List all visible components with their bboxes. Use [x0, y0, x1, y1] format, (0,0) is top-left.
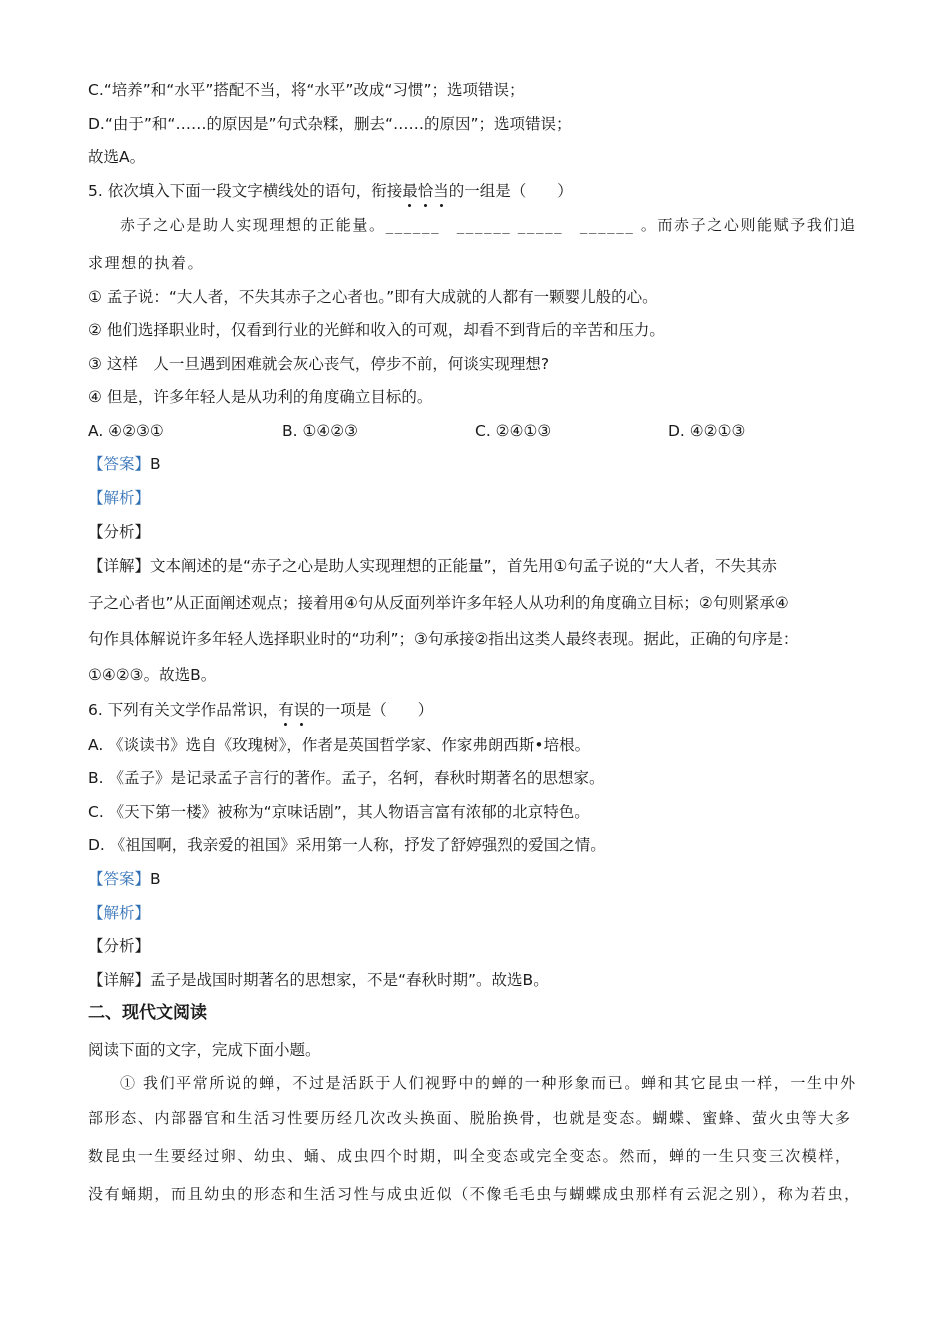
- passage-line: 数昆虫一生要经过卵、幼虫、蛹、成虫四个时期，叫全变态或完全变态。然而，蝉的一生只变三次模样，: [88, 1147, 852, 1165]
- q5-item: ① 孟子说：“大人者，不失其赤子之心者也。”即有大成就的人都有一颗婴儿般的心。: [88, 288, 658, 306]
- q5-item: ② 他们选择职业时，仅看到行业的光鲜和收入的可观，却看不到背后的辛苦和压力。: [88, 321, 665, 339]
- q5-stem-suffix: 的一组是（ ）: [448, 182, 573, 200]
- q5-emphasis-char: 当: [433, 182, 449, 200]
- passage-line: 没有蛹期，而且幼虫的形态和生活习性与成虫近似（不像毛毛虫与蝴蝶成虫那样有云泥之别），称为若虫，: [88, 1185, 861, 1203]
- q5-fenxi-label: 【分析】: [88, 523, 151, 541]
- q5-choice-b: B. ①④②③: [282, 422, 359, 440]
- q6-choice-c: C. 《天下第一楼》被称为“京味话剧”，其人物语言富有浓郁的北京特色。: [88, 803, 590, 821]
- q6-stem-suffix: 的一项是（ ）: [309, 701, 434, 719]
- q6-choice-b: B. 《孟子》是记录孟子言行的著作。孟子，名轲，春秋时期著名的思想家。: [88, 769, 605, 787]
- q6-choice-a: A. 《谈读书》选自《玫瑰树》，作者是英国哲学家、作家弗朗西斯•培根。: [88, 736, 591, 754]
- q5-stem-prefix: 5. 依次填入下面一段文字横线处的语句，衔接: [88, 182, 403, 200]
- q5-detail-line: 【详解】文本阐述的是“赤子之心是助人实现理想的正能量”，首先用①句孟子说的“大人者，不失其赤: [88, 557, 777, 575]
- q5-passage-line: 求理想的执着。: [88, 254, 205, 272]
- q6-detail: 【详解】孟子是战国时期著名的思想家，不是“春秋时期”。故选B。: [88, 971, 549, 989]
- section-instruction: 阅读下面的文字，完成下面小题。: [88, 1041, 321, 1059]
- q5-choice-c: C. ②④①③: [475, 422, 552, 440]
- q6-answer: [88, 868, 161, 890]
- q4-conclusion: 故选A。: [88, 148, 146, 166]
- passage-line: ① 我们平常所说的蝉，不过是活跃于人们视野中的蝉的一种形象而已。蝉和其它昆虫一样，一生中外: [120, 1074, 857, 1092]
- answer-label: 【答案】: [88, 455, 151, 473]
- q5-emphasis-char: 最: [402, 182, 418, 200]
- q5-jiexi-label: 【解析】: [88, 489, 151, 507]
- q6-choice-d: D. 《祖国啊，我亲爱的祖国》采用第一人称，抒发了舒婷强烈的爱国之情。: [88, 836, 606, 854]
- q5-item: ③ 这样 人一旦遇到困难就会灰心丧气，停步不前，何谈实现理想?: [88, 355, 550, 373]
- q5-detail-line: 子之心者也”从正面阐述观点；接着用④句从反面列举许多年轻人从功利的角度确立目标；②句则紧承④: [88, 594, 789, 612]
- q5-answer: [88, 453, 161, 475]
- q5-detail-line: ①④②③。故选B。: [88, 666, 217, 684]
- q4-option-c-analysis: C.“培养”和“水平”搭配不当，将“水平”改成“习惯”；选项错误；: [88, 81, 525, 99]
- q5-passage-line: 赤子之心是助人实现理想的正能量。______ ______ _____ ______ 。而赤子之心则能赋予我们追: [120, 216, 857, 234]
- q5-emphasis-char: 恰: [417, 182, 434, 200]
- q5-choice-d: D. ④②①③: [668, 422, 746, 440]
- answer-label: 【答案】: [88, 870, 151, 888]
- q5-choice-a: A. ④②③①: [88, 422, 164, 440]
- q5-detail-line: 句作具体解说许多年轻人选择职业时的“功利”；③句承接②指出这类人最终表现。据此，正确的句序是：: [88, 630, 799, 648]
- q6-fenxi-label: 【分析】: [88, 937, 151, 955]
- section-heading: 二、现代文阅读: [88, 1003, 207, 1023]
- q6-emphasis-char: 误: [293, 701, 310, 719]
- q4-option-d-analysis: D.“由于”和“……的原因是”句式杂糅，删去“……的原因”；选项错误；: [88, 115, 572, 133]
- passage-line: 部形态、内部器官和生活习性要历经几次改头换面、脱胎换骨，也就是变态。蝴蝶、蜜蜂、萤火虫等大多: [88, 1109, 852, 1127]
- q5-item: ④ 但是，许多年轻人是从功利的角度确立目标的。: [88, 388, 433, 406]
- q5-stem: [88, 180, 573, 202]
- q6-stem-prefix: 6. 下列有关文学作品常识，: [88, 701, 279, 719]
- answer-value: B: [150, 870, 161, 888]
- q6-jiexi-label: 【解析】: [88, 904, 151, 922]
- answer-value: B: [150, 455, 161, 473]
- q6-stem: [88, 699, 433, 721]
- q6-emphasis-char: 有: [278, 701, 294, 719]
